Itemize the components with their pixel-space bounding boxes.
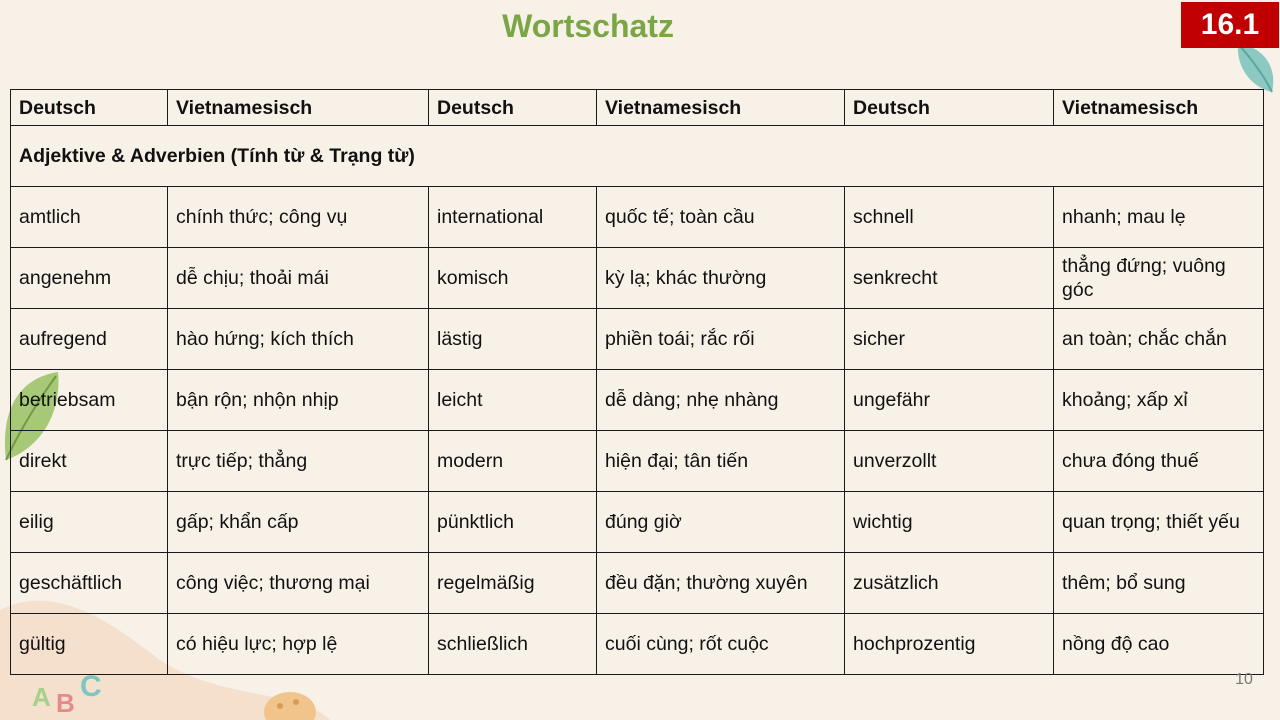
column-header: Vietnamesisch xyxy=(168,90,429,126)
table-cell: quốc tế; toàn cầu xyxy=(597,187,845,248)
page-title: Wortschatz xyxy=(502,8,674,44)
table-cell: pünktlich xyxy=(429,492,597,553)
table-cell: betriebsam xyxy=(11,370,168,431)
table-cell: dễ dàng; nhẹ nhàng xyxy=(597,370,845,431)
table-cell: schnell xyxy=(845,187,1054,248)
table-row xyxy=(11,492,1264,553)
table-cell: zusätzlich xyxy=(845,553,1054,614)
table-cell: thêm; bổ sung xyxy=(1054,553,1264,614)
table-cell: komisch xyxy=(429,248,597,309)
table-cell: schließlich xyxy=(429,614,597,675)
table-header-row xyxy=(11,90,1264,126)
table-cell: khoảng; xấp xỉ xyxy=(1054,370,1264,431)
section-heading: Adjektive & Adverbien (Tính từ & Trạng từ) xyxy=(11,126,1264,187)
table-cell: thẳng đứng; vuông góc xyxy=(1054,248,1264,309)
table-cell: amtlich xyxy=(11,187,168,248)
table-cell: đều đặn; thường xuyên xyxy=(597,553,845,614)
table-cell: aufregend xyxy=(11,309,168,370)
table-cell: wichtig xyxy=(845,492,1054,553)
table-row xyxy=(11,431,1264,492)
svg-text:B: B xyxy=(56,688,75,716)
table-cell: angenehm xyxy=(11,248,168,309)
lesson-badge: 16.1 xyxy=(1181,2,1279,48)
table-cell: senkrecht xyxy=(845,248,1054,309)
table-cell: dễ chịu; thoải mái xyxy=(168,248,429,309)
table-cell: regelmäßig xyxy=(429,553,597,614)
table-cell: quan trọng; thiết yếu xyxy=(1054,492,1264,553)
table-cell: nhanh; mau lẹ xyxy=(1054,187,1264,248)
table-cell: có hiệu lực; hợp lệ xyxy=(168,614,429,675)
table-row xyxy=(11,553,1264,614)
table-cell: gültig xyxy=(11,614,168,675)
table-cell: phiền toái; rắc rối xyxy=(597,309,845,370)
table-row xyxy=(11,370,1264,431)
vocabulary-table xyxy=(10,89,1264,675)
column-header: Vietnamesisch xyxy=(1054,90,1264,126)
table-cell: an toàn; chắc chắn xyxy=(1054,309,1264,370)
table-cell: ungefähr xyxy=(845,370,1054,431)
table-cell: direkt xyxy=(11,431,168,492)
table-row xyxy=(11,614,1264,675)
column-header: Deutsch xyxy=(429,90,597,126)
table-cell: sicher xyxy=(845,309,1054,370)
page-number: 10 xyxy=(1235,671,1253,688)
cookie-icon xyxy=(262,688,318,720)
table-cell: nồng độ cao xyxy=(1054,614,1264,675)
table-cell: bận rộn; nhộn nhịp xyxy=(168,370,429,431)
table-cell: hào hứng; kích thích xyxy=(168,309,429,370)
table-cell: international xyxy=(429,187,597,248)
table-cell: cuối cùng; rốt cuộc xyxy=(597,614,845,675)
table-cell: chính thức; công vụ xyxy=(168,187,429,248)
table-cell: lästig xyxy=(429,309,597,370)
table-row xyxy=(11,187,1264,248)
table-cell: modern xyxy=(429,431,597,492)
table-cell: leicht xyxy=(429,370,597,431)
table-cell: geschäftlich xyxy=(11,553,168,614)
section-row xyxy=(11,126,1264,187)
table-cell: hiện đại; tân tiến xyxy=(597,431,845,492)
table-cell: đúng giờ xyxy=(597,492,845,553)
column-header: Vietnamesisch xyxy=(597,90,845,126)
table-cell: gấp; khẩn cấp xyxy=(168,492,429,553)
table-cell: unverzollt xyxy=(845,431,1054,492)
table-cell: công việc; thương mại xyxy=(168,553,429,614)
column-header: Deutsch xyxy=(845,90,1054,126)
column-header: Deutsch xyxy=(11,90,168,126)
table-cell: kỳ lạ; khác thường xyxy=(597,248,845,309)
svg-text:C: C xyxy=(80,670,102,703)
table-cell: eilig xyxy=(11,492,168,553)
table-cell: chưa đóng thuế xyxy=(1054,431,1264,492)
table-row xyxy=(11,309,1264,370)
table-row xyxy=(11,248,1264,309)
table-cell: hochprozentig xyxy=(845,614,1054,675)
svg-text:A: A xyxy=(32,682,51,712)
table-cell: trực tiếp; thẳng xyxy=(168,431,429,492)
